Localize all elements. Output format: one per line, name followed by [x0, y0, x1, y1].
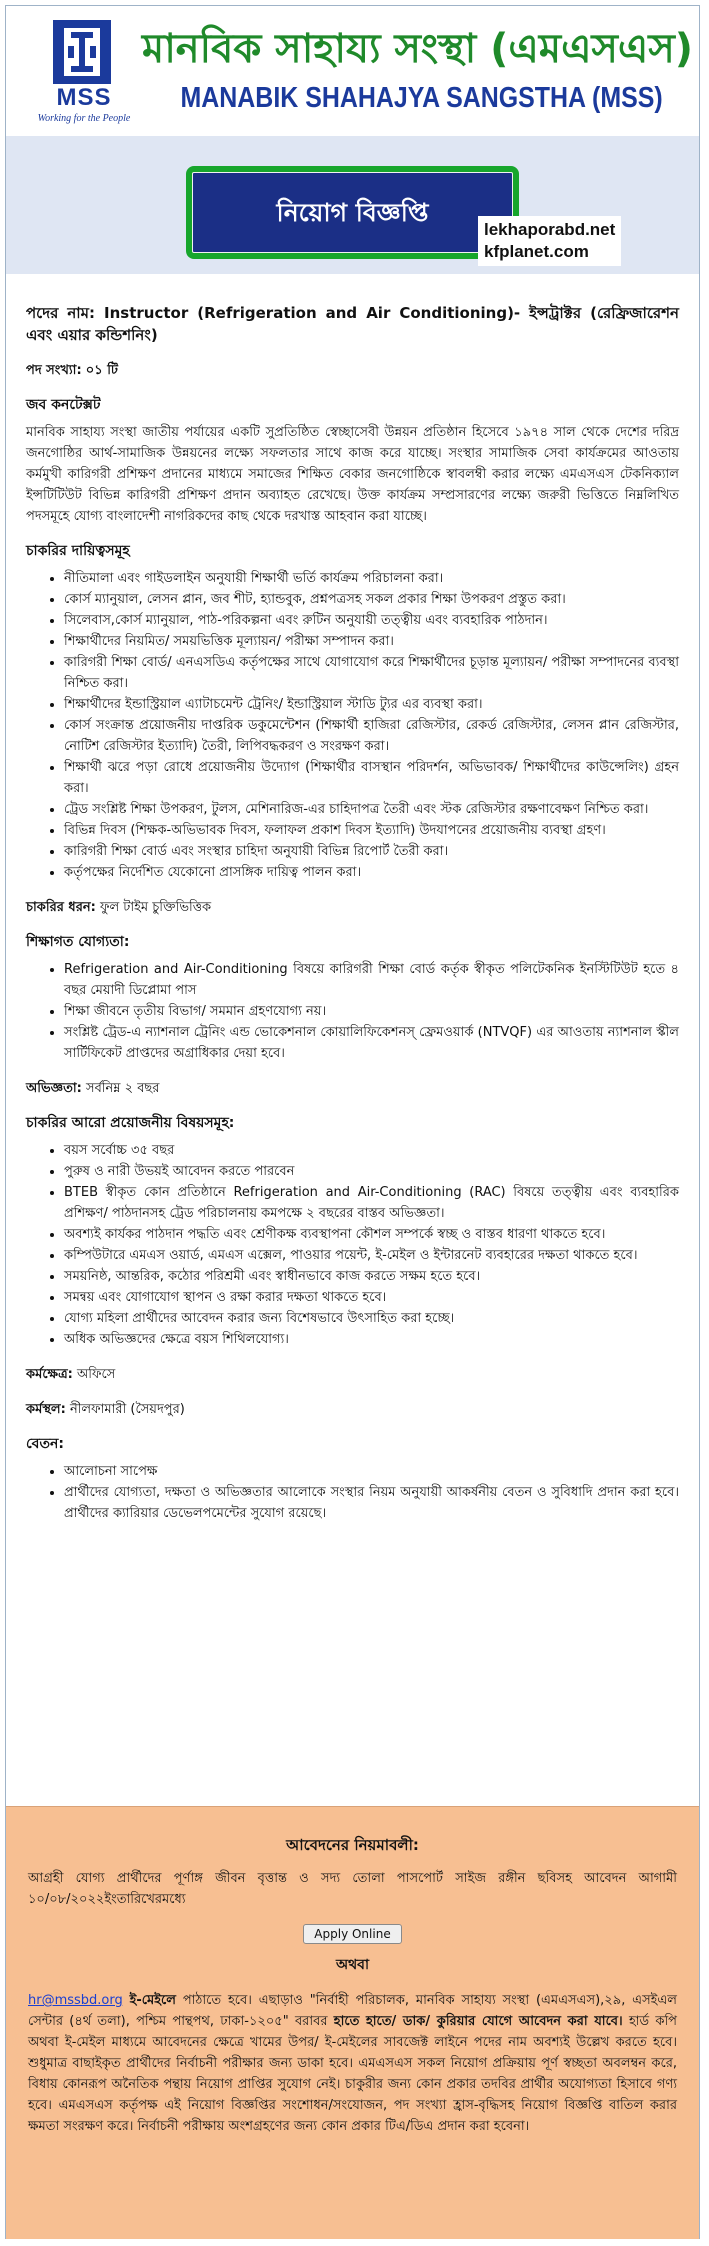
list-item: • ট্রেড সংশ্লিষ্ট শিক্ষা উপকরণ, টুলস, মেশিনারিজ-এর চাহিদাপত্র তৈরী এবং স্টক রেজিস্টার রক্ষণাবেক্ষণ নিশ্চিত করা। — [64, 799, 679, 820]
page-frame — [5, 5, 700, 2239]
responsibilities-heading: চাকরির দায়িত্বসমূহ — [26, 543, 130, 559]
context-text: মানবিক সাহায্য সংস্থা জাতীয় পর্যায়ের একটি সুপ্রতিষ্ঠিত স্বেচ্ছাসেবী উন্নয়ন প্রতিষ্ঠান হিসেবে ১৯৭৪ সাল থেকে দেশের দরিদ্র জনগোষ্ঠির আর্থ-সামাজিক উন্নয়নের লক্ষ্যে সফলতার সাথে কাজ করে যাচ্ছে। সংস্থার সামাজিক সেবা কার্যক্রমের আওতায় কর্মমুখী কারিগরী প্রশিক্ষণ প্রদানের মাধ্যমে সমাজের শিক্ষিত বেকার জনগোষ্ঠিকে স্বাবলম্বী করার লক্ষ্যে এমএসএস টেকনিক্যাল ইন্সটিটিউট বিভিন্ন কারিগরী প্রশিক্ষণ প্রদান অব্যাহত রেখেছে। উক্ত কার্যক্রম সম্প্রসারণের লক্ষ্যে জরুরী ভিত্তিতে নিম্নলিখিত পদসমূহে যোগ্য বাংলাদেশী নাগরিকদের কাছ থেকে দরখাস্ত আহবান করা যাচ্ছে। — [26, 425, 679, 524]
list-item: • কোর্স ম্যানুয়াল, লেসন প্লান, জব শীট, হ্যান্ডবুক, প্রশ্নপত্রসহ সকল প্রকার শিক্ষা উপকরণ প্রস্তুত করা। — [64, 589, 679, 610]
list-item: • কর্তৃপক্ষের নির্দেশিত যেকোনো প্রাসঙ্গিক দায়িত্ব পালন করা। — [64, 862, 679, 883]
notice-banner — [186, 166, 519, 259]
experience-value: সর্বনিম্ন ২ বছর — [85, 1081, 160, 1096]
watermark — [478, 216, 621, 266]
list-item: • BTEB স্বীকৃত কোন প্রতিষ্ঠানে Refrigeration and Air-Conditioning (RAC) বিষয়ে তত্ত্বীয় এবং ব্যবহারিক প্রশিক্ষণ/ পাঠদানসহ ট্রেড পরিচালনায় কমপক্ষে ২ বছরের বাস্তব অভিজ্ঞতা। — [64, 1182, 679, 1224]
job-title-label: পদের নাম: — [26, 304, 95, 322]
context-heading: জব কনটেক্সট — [26, 397, 101, 413]
banner-area — [6, 136, 699, 274]
list-item: • যোগ্য মহিলা প্রার্থীদের আবেদন করার জন্য বিশেষভাবে উৎসাহিত করা হচ্ছে। — [64, 1308, 679, 1329]
posts-value: ০১ টি — [85, 363, 118, 378]
apply-heading: আবেদনের নিয়মাবলী: — [286, 1836, 419, 1854]
experience-label: অভিজ্ঞতা: — [26, 1081, 82, 1096]
apply-method-text: হাতে হাতে/ ডাক/ কুরিয়ার যোগে আবেদন করা যাবে। — [333, 2014, 623, 2029]
location-label: কর্মস্থল: — [26, 1402, 66, 1417]
logo-emblem-icon — [53, 20, 111, 84]
job-title-value: Instructor (Refrigeration and Air Conditioning)- ইন্সট্রাক্টর (রেফ্রিজারেশন এবং এয়ার কন্ডিশনিং) — [26, 304, 679, 344]
email-suffix: ই-মেইলে — [129, 1993, 176, 2008]
logo-figure-icon — [64, 28, 100, 76]
list-item: • পুরুষ ও নারী উভয়ই আবেদন করতে পারবেন — [64, 1161, 679, 1182]
list-item: • শিক্ষার্থীদের ইন্ডাস্ট্রিয়াল এ্যাটাচমেন্ট ট্রেনিং/ ইন্ডাস্ট্রিয়াল স্টাডি ট্যুর এর ব্যবস্থা করা। — [64, 694, 679, 715]
posts-count — [26, 360, 679, 381]
list-item: • Refrigeration and Air-Conditioning বিষয়ে কারিগরী শিক্ষা বোর্ড কর্তৃক স্বীকৃত পলিটেকনিক ইনস্টিটিউট হতে ৪ বছর মেয়াদী ডিপ্লোমা পাস — [64, 959, 679, 1001]
list-item: • নীতিমালা এবং গাইডলাইন অনুযায়ী শিক্ষার্থী ভর্তি কার্যক্রম পরিচালনা করা। — [64, 568, 679, 589]
notice-title: নিয়োগ বিজ্ঞপ্তি — [192, 172, 513, 253]
list-item: • সিলেবাস,কোর্স ম্যানুয়াল, পাঠ-পরিকল্পনা এবং রুটিন অনুযায়ী তত্ত্বীয় এবং ব্যবহারিক পাঠদান। — [64, 610, 679, 631]
job-type-label: চাকরির ধরন: — [26, 900, 96, 915]
requirements-heading: চাকরির আরো প্রয়োজনীয় বিষয়সমূহ: — [26, 1115, 235, 1131]
logo-text: MSS — [56, 84, 112, 111]
list-item: • অবশ্যই কার্যকর পাঠদান পদ্ধতি এবং শ্রেণীকক্ষ ব্যবস্থাপনা কৌশল সম্পর্কে স্বচ্ছ ও বাস্তব ধারণা থাকতে হবে। — [64, 1224, 679, 1245]
education-list — [26, 959, 679, 1064]
education-heading: শিক্ষাগত যোগ্যতা: — [26, 934, 130, 950]
posts-label: পদ সংখ্যা: — [26, 363, 82, 378]
mss-logo — [34, 20, 134, 130]
list-item: • কোর্স সংক্রান্ত প্রয়োজনীয় দাপ্তরিক ডকুমেন্টেশন (শিক্ষার্থী হাজিরা রেজিস্টার, রেকর্ড রেজিস্টার, লেসন প্লান রেজিস্টার, নোটিশ রেজিস্টার ইত্যাদি) তৈরী, লিপিবদ্ধকরণ ও সংরক্ষণ করা। — [64, 715, 679, 757]
list-item: • শিক্ষার্থীদের নিয়মিত/ সময়ভিত্তিক মূল্যায়ন/ পরীক্ষা সম্পাদন করা। — [64, 631, 679, 652]
location-value: নীলফামারী (সৈয়দপুর) — [69, 1402, 185, 1417]
apply-instructions — [28, 1990, 677, 2137]
list-item: • সংশ্লিষ্ট ট্রেড-এ ন্যাশনাল ট্রেনিং এন্ড ভোকেশনাল কোয়ালিফিকেশনস্ ফ্রেমওয়ার্ক (NTVQF) এর আওতায় ন্যাশনাল স্কীল সার্টিফিকেট প্রাপ্তদের অগ্রাধিকার দেয়া হবে। — [64, 1022, 679, 1064]
job-title — [26, 302, 679, 346]
salary-list — [26, 1461, 679, 1524]
list-item: • শিক্ষার্থী ঝরে পড়া রোধে প্রয়োজনীয় উদ্যোগ (শিক্ষার্থীর বাসস্থান পরিদর্শন, অভিভাবক/ শিক্ষার্থীদের কাউন্সেলিং) গ্রহন করা। — [64, 757, 679, 799]
list-item: • বিভিন্ন দিবস (শিক্ষক-অভিভাবক দিবস, ফলাফল প্রকাশ দিবস ইত্যাদি) উদযাপনের প্রয়োজনীয় ব্যবস্থা গ্রহণ। — [64, 820, 679, 841]
or-divider: অথবা — [335, 1957, 370, 1973]
logo-tagline: Working for the People — [37, 113, 131, 124]
application-section — [6, 1806, 699, 2239]
org-name-bangla: মানবিক সাহায্য সংস্থা (এমএসএস) — [142, 26, 694, 72]
workplace-label: কর্মক্ষেত্র: — [26, 1367, 73, 1382]
list-item: • সময়নিষ্ঠ, আন্তরিক, কঠোর পরিশ্রমী এবং স্বাধীনভাবে কাজ করতে সক্ষম হতে হবে। — [64, 1266, 679, 1287]
workplace — [26, 1364, 679, 1385]
list-item: • আলোচনা সাপেক্ষ — [64, 1461, 679, 1482]
apply-text: আগ্রহী যোগ্য প্রার্থীদের পূর্ণাঙ্গ জীবন বৃত্তান্ত ও সদ্য তোলা পাসপোর্ট সাইজ রঙ্গীন ছবিসহ আবেদন আগামী ১০/০৮/২০২২ইংতারিখেরমধ্যে — [28, 1871, 677, 1907]
job-location — [26, 1399, 679, 1420]
list-item: • কারিগরী শিক্ষা বোর্ড এবং সংস্থার চাহিদা অনুযায়ী বিভিন্ন রিপোর্ট তৈরী করা। — [64, 841, 679, 862]
watermark-site-1: lekhaporabd.net — [484, 220, 616, 239]
email-link[interactable]: hr@mssbd.org — [28, 1993, 123, 2008]
workplace-value: অফিসে — [76, 1367, 116, 1382]
responsibilities-list — [26, 568, 679, 883]
header — [6, 6, 699, 136]
list-item: • বয়স সর্বোচ্চ ৩৫ বছর — [64, 1140, 679, 1161]
apply-online-button[interactable]: Apply Online — [303, 1924, 401, 1944]
org-name-english: MANABIK SHAHAJYA SANGSTHA (MSS) — [180, 82, 663, 114]
requirements-list — [26, 1140, 679, 1350]
apply-address-text: পাঠাতে হবে। এছাড়াও "নির্বাহী পরিচালক, মানবিক সাহায্য সংস্থা (এমএসএস),২৯, এসইএল সেন্টার (৪র্থ তলা), পশ্চিম পান্থপথ, ঢাকা-১২০৫" বরাবর — [28, 1993, 677, 2029]
list-item: • প্রার্থীদের যোগ্যতা, দক্ষতা ও অভিজ্ঞতার আলোকে সংস্থার নিয়ম অনুযায়ী আকর্ষনীয় বেতন ও সুবিধাদি প্রদান করা হবে। প্রার্থীদের ক্যারিয়ার ডেভেলপমেন্টের সুযোগ রয়েছে। — [64, 1482, 679, 1524]
list-item: • শিক্ষা জীবনে তৃতীয় বিভাগ/ সমমান গ্রহণযোগ্য নয়। — [64, 1001, 679, 1022]
watermark-site-2: kfplanet.com — [484, 242, 589, 261]
list-item: • কারিগরী শিক্ষা বোর্ড/ এনএসডিএ কর্তৃপক্ষের সাথে যোগাযোগ করে শিক্ষার্থীদের চূড়ান্ত মূল্যায়ন/ পরীক্ষা সম্পাদনের ব্যবস্থা নিশ্চিত করা। — [64, 652, 679, 694]
job-details — [6, 274, 699, 1854]
list-item: • সমন্বয় এবং যোগাযোগ স্থাপন ও রক্ষা করার দক্ষতা থাকতে হবে। — [64, 1287, 679, 1308]
list-item: • অধিক অভিজ্ঞদের ক্ষেত্রে বয়স শিথিলযোগ্য। — [64, 1329, 679, 1350]
list-item: • কম্পিউটারে এমএস ওয়ার্ড, এমএস এক্সেল, পাওয়ার পয়েন্ট, ই-মেইল ও ইন্টারনেট ব্যবহারের দক্ষতা থাকতে হবে। — [64, 1245, 679, 1266]
job-type-value: ফুল টাইম চুক্তিভিত্তিক — [99, 900, 212, 915]
apply-rules-text: হার্ড কপি অথবা ই-মেইল মাধ্যমে আবেদনের ক্ষেত্রে খামের উপর/ ই-মেইলের সাবজেক্ট লাইনে পদের নাম অবশ্যই উল্লেখ করতে হবে। শুধুমাত্র বাছাইকৃত প্রার্থীদের নির্বাচনী পরীক্ষার জন্য ডাকা হবে। এমএসএস সকল নিয়োগ প্রক্রিয়ায় পূর্ণ স্বচ্ছতা অবলম্বন করে, বিধায় কোনরূপ অনৈতিক পন্থায় নিয়োগ প্রাপ্তির সুযোগ নেই। চাকুরীর জন্য কোন প্রকার তদবির প্রার্থীর অযোগ্যতা হিসাবে গণ্য হবে। এমএসএস কর্তৃপক্ষ এই নিয়োগ বিজ্ঞপ্তির সংশোধন/সংযোজন, পদ সংখ্যা হ্রাস-বৃদ্ধিসহ নিয়োগ বিজ্ঞপ্তি বাতিল করার ক্ষমতা সংরক্ষণ করে। নির্বাচনী পরীক্ষায় অংশগ্রহণের জন্য কোন প্রকার টিএ/ডিএ প্রদান করা হবেনা। — [28, 2014, 678, 2134]
job-type — [26, 897, 679, 918]
salary-heading: বেতন: — [26, 1436, 64, 1452]
experience — [26, 1078, 679, 1099]
